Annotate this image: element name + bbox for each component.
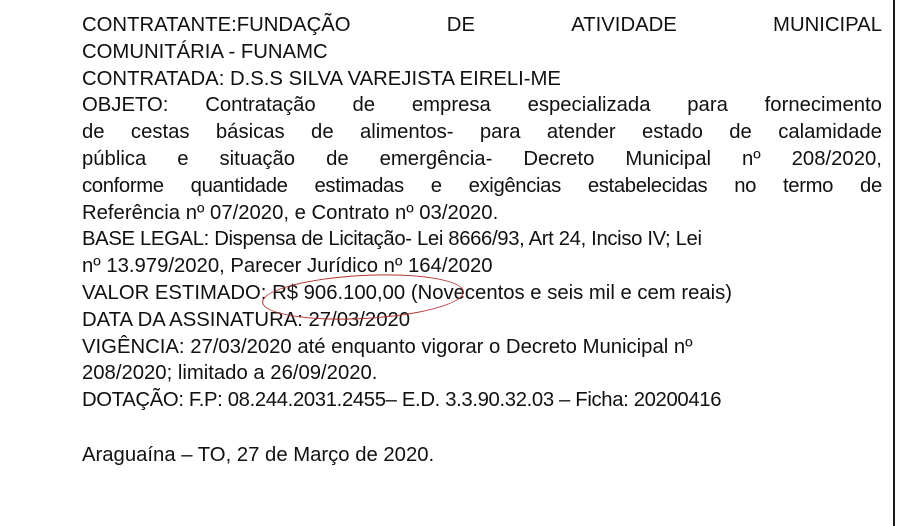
contratante-line-2: COMUNITÁRIA - FUNAMC <box>82 40 328 63</box>
objeto-word: situação <box>219 147 296 170</box>
local-data-line: Araguaína – TO, 27 de Março de 2020. <box>82 443 435 466</box>
objeto-word: para <box>479 121 521 144</box>
objeto-word: alimentos- <box>359 121 454 144</box>
contract-extract <box>82 12 882 469</box>
objeto-word: 208/2020, <box>791 147 882 170</box>
objeto-word: OBJETO: <box>82 94 169 117</box>
objeto-line <box>82 146 882 173</box>
base-legal-line-1: BASE LEGAL: Dispensa de Licitação- Lei 8666/93, Art 24, Inciso IV; Lei <box>82 228 702 251</box>
vigencia-line-2: 208/2020; limitado a 26/09/2020. <box>82 362 378 385</box>
valor-amount: R$ 906.100,00 <box>272 281 406 304</box>
objeto-word: para <box>687 94 728 117</box>
objeto-word: e <box>430 174 442 197</box>
objeto-word: especializada <box>527 94 651 117</box>
objeto-word: fornecimento <box>764 94 882 117</box>
objeto-word: nº <box>741 147 761 170</box>
base-legal-line-2: nº 13.979/2020, Parecer Jurídico nº 164/2020 <box>82 255 493 278</box>
valor-extenso: (Novecentos e seis mil e cem reais) <box>410 281 733 304</box>
objeto-word: no <box>734 174 757 197</box>
objeto-section <box>82 92 882 226</box>
data-assinatura-line: DATA DA ASSINATURA: 27/03/2020 <box>82 308 411 331</box>
objeto-word: Decreto <box>523 147 595 170</box>
objeto-word: estabelecidas <box>587 174 708 197</box>
objeto-line <box>82 92 882 119</box>
objeto-word: quantidade <box>190 174 288 197</box>
objeto-word: de <box>311 121 334 144</box>
objeto-word: pública <box>82 147 147 170</box>
blank-gap <box>82 414 882 442</box>
objeto-word: estimadas <box>314 174 404 197</box>
objeto-word: estado <box>642 121 703 144</box>
valor-estimado-line <box>82 280 882 307</box>
objeto-word: de <box>860 174 882 197</box>
contratante-word: ATIVIDADE <box>571 14 677 36</box>
vigencia-section <box>82 334 882 388</box>
objeto-word: de <box>729 121 752 144</box>
objeto-line <box>82 173 882 200</box>
objeto-word: termo <box>783 174 834 197</box>
contratante-section <box>82 12 882 66</box>
objeto-word: emergência- <box>379 147 493 170</box>
valor-amount-circled <box>272 280 405 307</box>
contratante-line-1 <box>82 12 882 39</box>
objeto-line <box>82 119 882 146</box>
objeto-word: de <box>326 147 349 170</box>
vigencia-line-1: VIGÊNCIA: 27/03/2020 até enquanto vigorar o Decreto Municipal nº <box>82 335 693 358</box>
contratante-word: MUNICIPAL <box>773 14 882 36</box>
valor-label: VALOR ESTIMADO: <box>82 281 267 304</box>
objeto-word: exigências <box>468 174 561 197</box>
objeto-word: conforme <box>82 174 164 197</box>
dotacao-line: DOTAÇÃO: F.P: 08.244.2031.2455– E.D. 3.3.90.32.03 – Ficha: 20200416 <box>82 389 722 412</box>
objeto-word: Municipal <box>625 147 711 170</box>
base-legal-section <box>82 226 882 280</box>
objeto-word: e <box>177 147 189 170</box>
objeto-word: calamidade <box>778 121 882 144</box>
objeto-word: de <box>352 94 376 117</box>
objeto-word: Contratação <box>205 94 316 117</box>
objeto-word: de <box>82 121 105 144</box>
contratante-word: CONTRATANTE:FUNDAÇÃO <box>82 14 351 36</box>
objeto-word: atender <box>546 121 616 144</box>
objeto-word: cestas <box>130 121 190 144</box>
right-border-rule <box>893 0 895 526</box>
objeto-word: empresa <box>411 94 491 117</box>
contratada-line: CONTRATADA: D.S.S SILVA VAREJISTA EIRELI-ME <box>82 67 561 90</box>
contratante-word: DE <box>446 14 475 36</box>
objeto-word: básicas <box>215 121 285 144</box>
objeto-line-last: Referência nº 07/2020, e Contrato nº 03/2020. <box>82 201 499 224</box>
